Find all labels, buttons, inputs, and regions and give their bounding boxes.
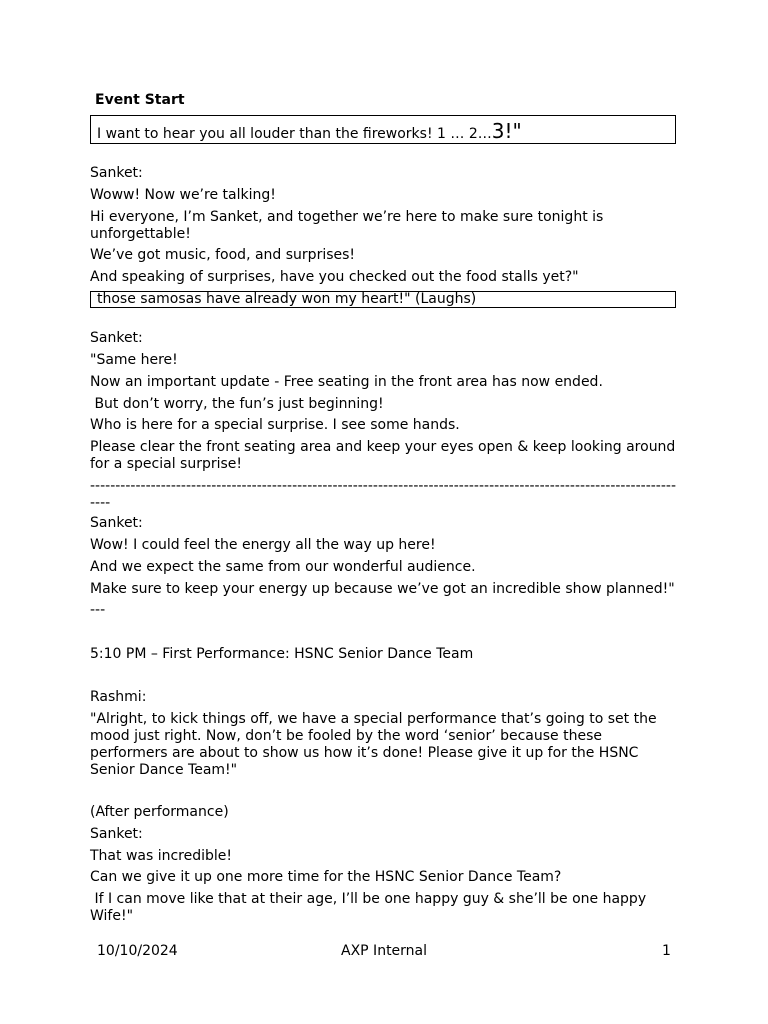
script-line: And we expect the same from our wonderful audience.	[90, 559, 476, 575]
script-line: Now an important update - Free seating in the front area has now ended.	[90, 374, 603, 390]
laughs-callout-box: those samosas have already won my heart!" (Laughs)	[90, 291, 676, 308]
speaker-label: Sanket:	[90, 515, 143, 531]
script-line: And speaking of surprises, have you checked out the food stalls yet?"	[90, 269, 579, 285]
script-line: If I can move like that at their age, I’ll be one happy guy & she’ll be one happy Wife!"	[90, 891, 651, 924]
script-line: Can we give it up one more time for the HSNC Senior Dance Team?	[90, 869, 562, 885]
divider-line: ------------------------------------------------------------------------------------------------------------------------	[90, 478, 677, 511]
script-line: Hi everyone, I’m Sanket, and together we’re here to make sure tonight is unforgettable!	[90, 209, 608, 242]
script-line: "Same here!	[90, 352, 178, 368]
script-line: Who is here for a special surprise. I see some hands.	[90, 417, 460, 433]
separator-text: ---	[90, 602, 106, 618]
script-paragraph: "Alright, to kick things off, we have a special performance that’s going to set the mood just right. Now, don’t be fooled by the word ‘senior’ because these performers are about to show us how it’s done! Please give it up for the HSNC Senior Dance Team!"	[90, 711, 662, 778]
script-line: But don’t worry, the fun’s just beginning!	[90, 396, 384, 412]
section-heading: Event Start	[95, 92, 185, 108]
speaker-label: Sanket:	[90, 826, 143, 842]
footer-date: 10/10/2024	[97, 943, 178, 959]
script-line: Please clear the front seating area and keep your eyes open & keep looking around for a special surprise!	[90, 439, 680, 472]
footer-label: AXP Internal	[341, 943, 428, 959]
script-line: We’ve got music, food, and surprises!	[90, 247, 356, 263]
intro-callout-box	[90, 115, 676, 144]
speaker-label: Sanket:	[90, 165, 143, 181]
performance-title: 5:10 PM – First Performance: HSNC Senior Dance Team	[90, 646, 474, 662]
speaker-label: Sanket:	[90, 330, 143, 346]
script-line: Wow! I could feel the energy all the way up here!	[90, 537, 436, 553]
stage-direction: (After performance)	[90, 804, 229, 820]
footer-page-number: 1	[662, 943, 671, 959]
script-line: Woww! Now we’re talking!	[90, 187, 276, 203]
script-line: Make sure to keep your energy up because we’ve got an incredible show planned!"	[90, 581, 675, 597]
callout-text: I want to hear you all louder than the fireworks! 1 … 2…	[97, 126, 492, 142]
script-line: That was incredible!	[90, 848, 233, 864]
speaker-label: Rashmi:	[90, 689, 147, 705]
callout-countdown: 3!"	[491, 119, 522, 143]
